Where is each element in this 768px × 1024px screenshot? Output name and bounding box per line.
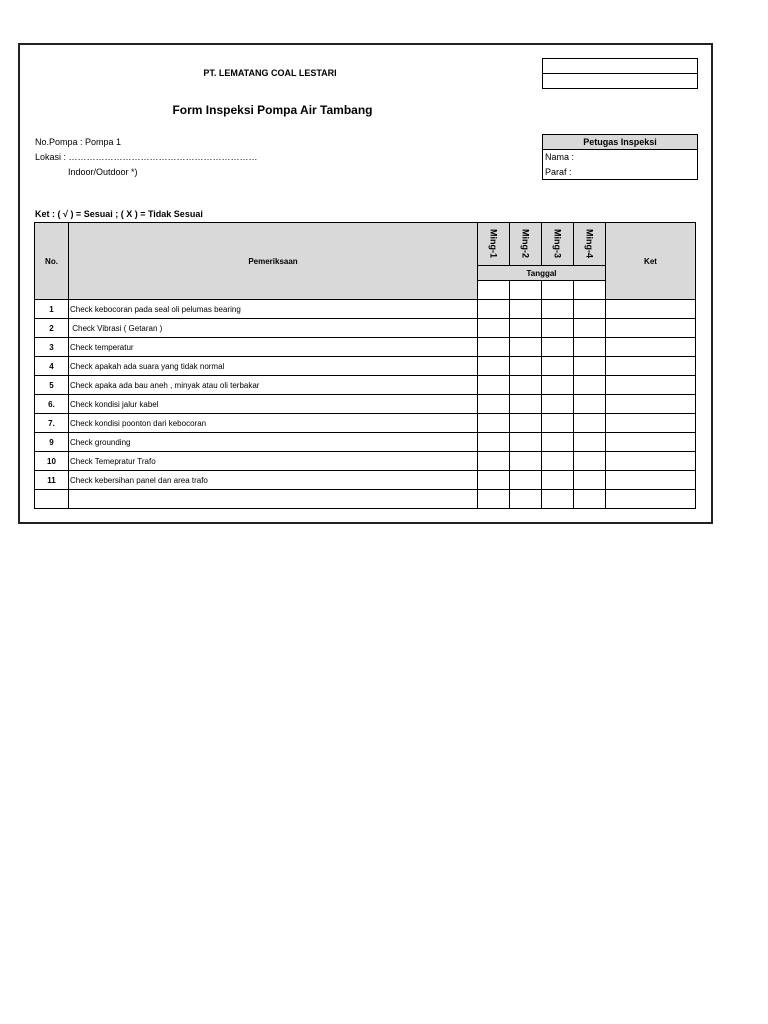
row-item: Check Vibrasi ( Getaran ) [69,319,478,338]
table-row [35,471,696,490]
check-cell[interactable] [510,433,542,452]
check-cell[interactable] [574,395,606,414]
check-cell[interactable] [478,490,510,509]
row-item: Check kebocoran pada seal oli pelumas bearing [69,300,478,319]
check-cell[interactable] [478,414,510,433]
header-tanggal: Tanggal [478,266,606,281]
row-item [69,490,478,509]
table-row [35,338,696,357]
check-cell[interactable] [574,414,606,433]
row-item: Check grounding [69,433,478,452]
top-right-box-row-1 [543,59,697,74]
ket-cell[interactable] [606,357,696,376]
row-number: 9 [35,433,69,452]
check-cell[interactable] [574,319,606,338]
ket-cell[interactable] [606,414,696,433]
top-right-box [542,58,698,89]
row-number: 10 [35,452,69,471]
check-cell[interactable] [510,319,542,338]
check-cell[interactable] [542,471,574,490]
table-row [35,414,696,433]
row-number: 7. [35,414,69,433]
ket-cell[interactable] [606,300,696,319]
row-item: Check kondisi jalur kabel [69,395,478,414]
week-1-label: Ming-1 [488,228,499,258]
date-cell-3[interactable] [542,281,574,300]
check-cell[interactable] [510,395,542,414]
lokasi-field: Lokasi : ……………………………………………………… [35,152,258,162]
ket-cell[interactable] [606,319,696,338]
no-pompa-field: No.Pompa : Pompa 1 [35,137,122,147]
date-cell-4[interactable] [574,281,606,300]
date-cell-1[interactable] [478,281,510,300]
row-item: Check apakah ada suara yang tidak normal [69,357,478,376]
table-row [35,357,696,376]
check-cell[interactable] [478,338,510,357]
header-no: No. [35,223,69,300]
company-name: PT. LEMATANG COAL LESTARI [203,68,337,78]
inspection-table [34,222,696,509]
table-row [35,395,696,414]
check-cell[interactable] [478,319,510,338]
check-cell[interactable] [542,319,574,338]
header-week-3 [542,223,574,266]
check-cell[interactable] [542,490,574,509]
row-number: 4 [35,357,69,376]
indoor-outdoor-field: Indoor/Outdoor *) [68,167,138,177]
ket-cell[interactable] [606,452,696,471]
inspection-form-sheet [18,43,713,524]
check-cell[interactable] [478,471,510,490]
check-cell[interactable] [574,433,606,452]
week-3-label: Ming-3 [552,228,563,258]
petugas-title: Petugas Inspeksi [543,135,697,150]
check-cell[interactable] [542,357,574,376]
check-cell[interactable] [542,395,574,414]
check-cell[interactable] [542,433,574,452]
table-row [35,300,696,319]
row-number: 5 [35,376,69,395]
check-cell[interactable] [542,376,574,395]
date-cell-2[interactable] [510,281,542,300]
check-cell[interactable] [574,490,606,509]
check-cell[interactable] [510,357,542,376]
check-cell[interactable] [478,300,510,319]
form-title: Form Inspeksi Pompa Air Tambang [172,103,373,117]
check-cell[interactable] [574,376,606,395]
row-number: 2 [35,319,69,338]
row-number: 11 [35,471,69,490]
check-cell[interactable] [510,490,542,509]
header-ket: Ket [606,223,696,300]
check-cell[interactable] [574,471,606,490]
row-item: Check kondisi poonton dari kebocoran [69,414,478,433]
check-cell[interactable] [510,414,542,433]
header-week-1 [478,223,510,266]
ket-cell[interactable] [606,433,696,452]
petugas-inspeksi-box [542,134,698,180]
check-cell[interactable] [542,452,574,471]
ket-cell[interactable] [606,376,696,395]
table-row [35,433,696,452]
row-item: Check kebersihan panel dan area trafo [69,471,478,490]
check-cell[interactable] [542,414,574,433]
row-item: Check apaka ada bau aneh , minyak atau oli terbakar [69,376,478,395]
table-row [35,452,696,471]
check-cell[interactable] [510,300,542,319]
row-number: 6. [35,395,69,414]
ket-cell[interactable] [606,471,696,490]
check-cell[interactable] [510,471,542,490]
check-cell[interactable] [542,338,574,357]
ket-cell[interactable] [606,395,696,414]
check-cell[interactable] [510,376,542,395]
check-cell[interactable] [478,452,510,471]
check-cell[interactable] [574,452,606,471]
row-number: 3 [35,338,69,357]
ket-cell[interactable] [606,338,696,357]
row-number [35,490,69,509]
header-week-2 [510,223,542,266]
row-item: Check temperatur [69,338,478,357]
check-cell[interactable] [510,452,542,471]
row-number: 1 [35,300,69,319]
check-cell[interactable] [574,300,606,319]
table-row [35,319,696,338]
check-cell[interactable] [478,376,510,395]
table-row [35,376,696,395]
check-cell[interactable] [478,357,510,376]
table-row [35,490,696,509]
header-pemeriksaan: Pemeriksaan [69,223,478,300]
check-cell[interactable] [478,433,510,452]
ket-cell[interactable] [606,490,696,509]
nama-field: Nama : [545,152,575,162]
check-cell[interactable] [542,300,574,319]
paraf-field: Paraf : [545,167,572,177]
header-week-4 [574,223,606,266]
check-cell[interactable] [478,395,510,414]
check-cell[interactable] [574,338,606,357]
row-item: Check Temepratur Trafo [69,452,478,471]
legend-text: Ket : ( √ ) = Sesuai ; ( X ) = Tidak Sesuai [35,209,203,219]
check-cell[interactable] [574,357,606,376]
week-4-label: Ming-4 [584,228,595,258]
week-2-label: Ming-2 [520,228,531,258]
check-cell[interactable] [510,338,542,357]
